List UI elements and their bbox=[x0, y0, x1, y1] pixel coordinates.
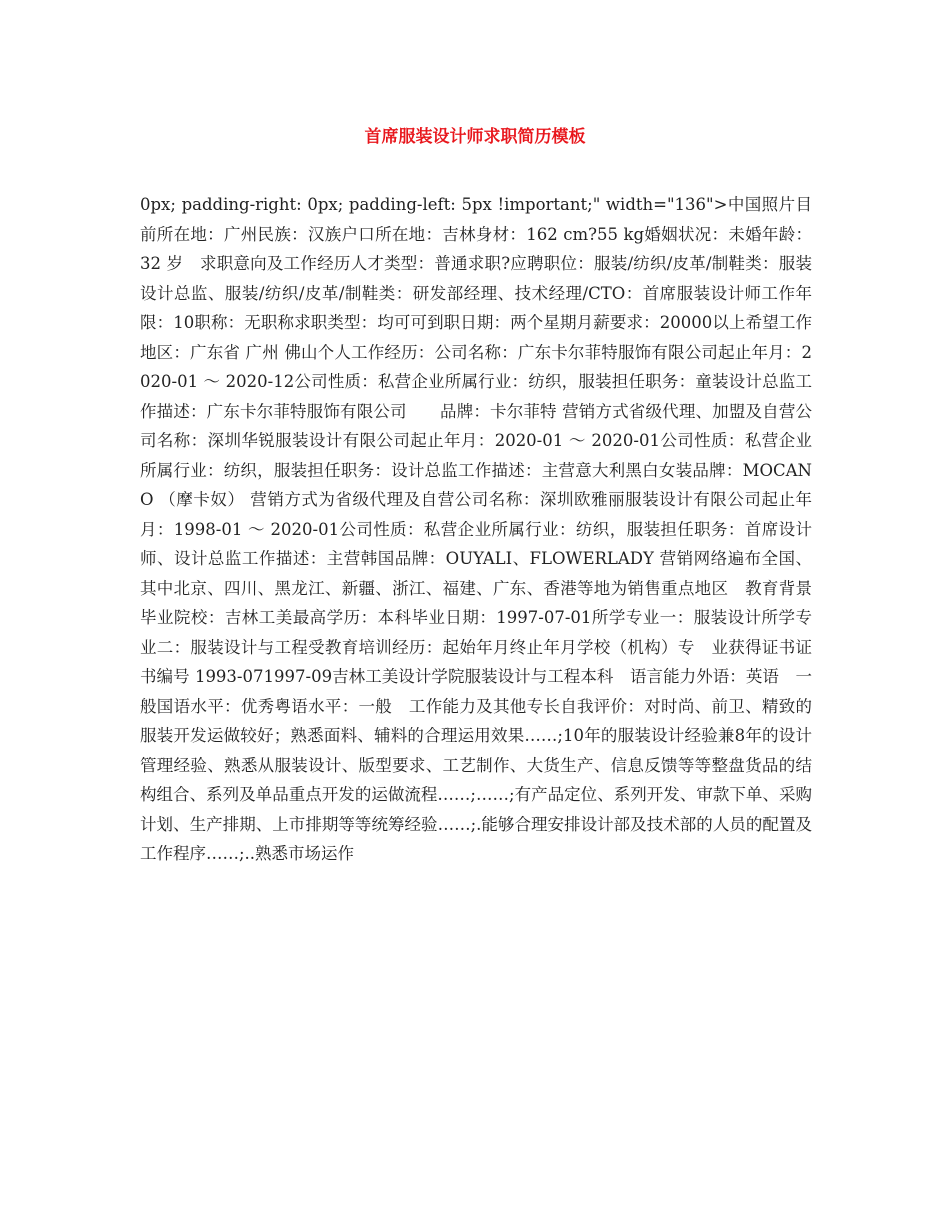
document-body: 0px; padding-right: 0px; padding-left: 5px !important;" width="136">中国照片目前所在地：广州民族：汉族户口所在地：吉林身材：162 cm?55 kg婚姻状况：未婚年龄：32 岁 求职意向及工作经历人才类型：普通求职?应聘职位：服装/纺织/皮革/制鞋类：服装设计总监、服装/纺织/皮革/制鞋类：研发部经理、技术经理/CTO：首席服装设计师工作年限：10职称：无职称求职类型：均可可到职日期：两个星期月薪要求：20000以上希望工作地区：广东省 广州 佛山个人工作经历：公司名称：广东卡尔菲特服饰有限公司起止年月：2020-01 ～ 2020-12公司性质：私营企业所属行业：纺织，服装担任职务：童装设计总监工作描述：广东卡尔菲特服饰有限公司 品牌：卡尔菲特 营销方式省级代理、加盟及自营公司名称：深圳华锐服装设计有限公司起止年月：2020-01 ～ 2020-01公司性质：私营企业所属行业：纺织，服装担任职务：设计总监工作描述：主营意大利黑白女装品牌：MOCANO （摩卡奴） 营销方式为省级代理及自营公司名称：深圳欧雅丽服装设计有限公司起止年月：1998-01 ～ 2020-01公司性质：私营企业所属行业：纺织，服装担任职务：首席设计师、设计总监工作描述：主营韩国品牌：OUYALI、FLOWERLADY 营销网络遍布全国、其中北京、四川、黑龙江、新疆、浙江、福建、广东、香港等地为销售重点地区 教育背景毕业院校：吉林工美最高学历：本科毕业日期：1997-07-01所学专业一：服装设计所学专业二：服装设计与工程受教育培训经历：起始年月终止年月学校（机构）专 业获得证书证书编号 1993-071997-09吉林工美设计学院服装设计与工程本科 语言能力外语：英语 一般国语水平：优秀粤语水平：一般 工作能力及其他专长自我评价：对时尚、前卫、精致的服装开发运做较好；熟悉面料、辅料的合理运用效果……;10年的服装设计经验兼8年的设计管理经验、熟悉从服装设计、版型要求、工艺制作、大货生产、信息反馈等等整盘货品的结构组合、系列及单品重点开发的运做流程……;……;有产品定位、系列开发、审款下单、采购计划、生产排期、上市排期等等统筹经验……;.能够合理安排设计部及技术部的人员的配置及工作程序……;..熟悉市场运作 bbox=[140, 195, 812, 863]
document-title: 首席服装设计师求职简历模板 bbox=[364, 127, 586, 147]
